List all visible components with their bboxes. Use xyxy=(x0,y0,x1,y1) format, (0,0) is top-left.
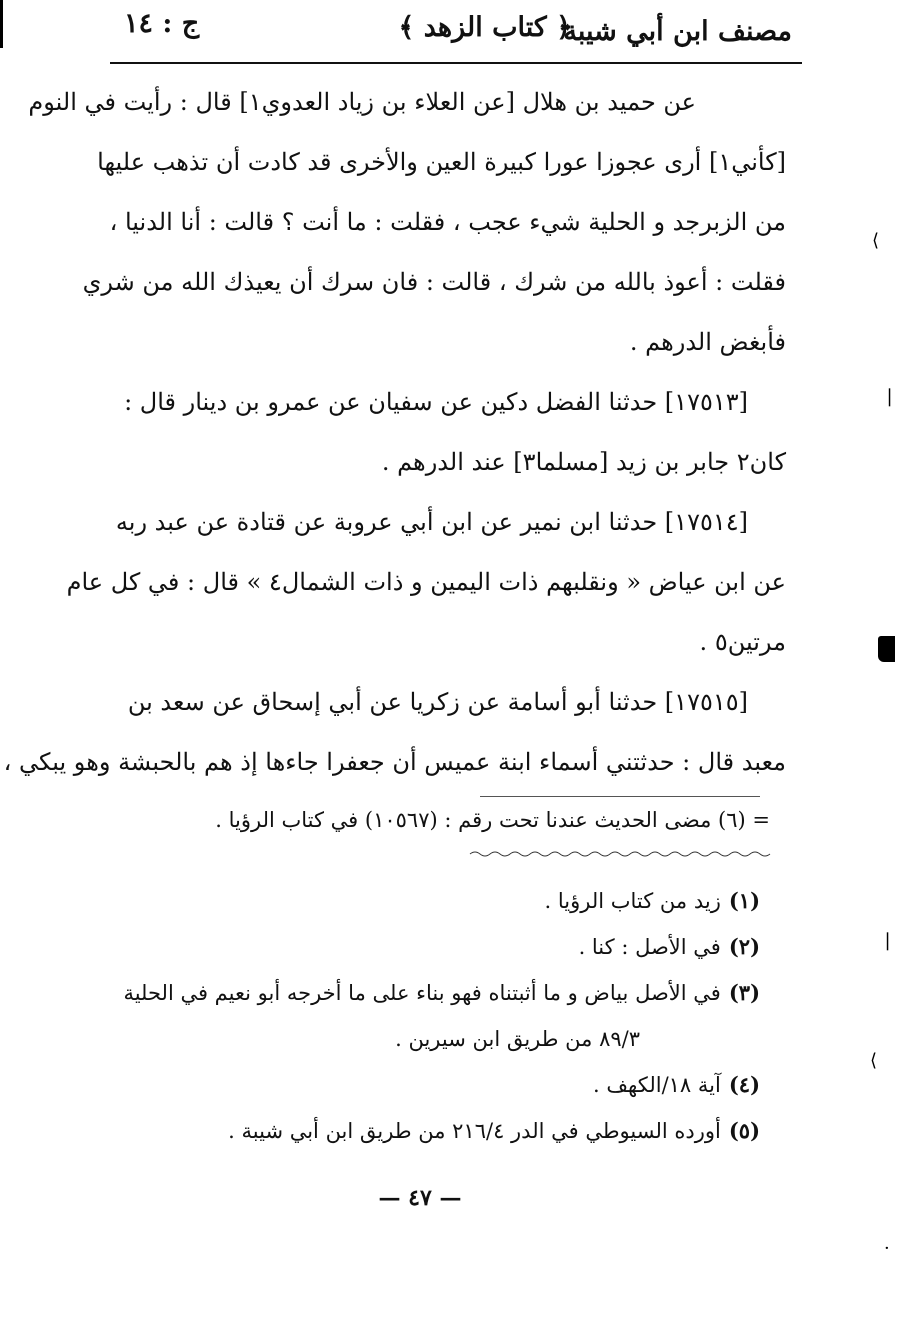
text-line: عن حميد بن هلال [عن العلاء بن زياد العدوي١] قال : رأيت في النوم xyxy=(28,88,696,116)
header-rule xyxy=(110,62,802,64)
footnotes xyxy=(88,878,760,1154)
footnote-1 xyxy=(88,878,760,924)
scan-edge-mark xyxy=(0,0,3,48)
footnote-5 xyxy=(88,1108,760,1154)
footnote-text: أورده السيوطي في الدر ٢١٦/٤ من طريق ابن أبي شيبة . xyxy=(228,1119,721,1143)
footnote-number: (٣) xyxy=(728,980,760,1005)
footnote-2 xyxy=(88,924,760,970)
footnote-number: (٢) xyxy=(728,934,760,959)
volume-number: ج : ١٤ xyxy=(124,8,200,39)
footnote-number: (٥) xyxy=(728,1118,760,1143)
text-line: عن ابن عياض « ونقلبهم ذات اليمين و ذات الشمال٤ » قال : في كل عام xyxy=(66,568,786,596)
hadith-17515: [١٧٥١٥] حدثنا أبو أسامة عن زكريا عن أبي إسحاق عن سعد بن xyxy=(127,688,748,716)
text-line: كان٢ جابر بن زيد [مسلما٣] عند الدرهم . xyxy=(381,448,786,476)
page-number: — ٤٧ — xyxy=(378,1185,462,1211)
text-line: مرتين٥ . xyxy=(699,628,786,656)
book-title: مصنف ابن أبي شيبة xyxy=(563,16,792,47)
footnote-text: في الأصل بياض و ما أثبتناه فهو بناء على ما أخرجه أبو نعيم في الحلية xyxy=(123,981,721,1005)
footnote-text: زيد من كتاب الرؤيا . xyxy=(544,889,721,913)
wavy-divider xyxy=(470,850,770,858)
scan-blot xyxy=(878,636,895,662)
carryover-footnote: = (٦) مضى الحديث عندنا تحت رقم : (١٠٥٦٧) في كتاب الرؤيا . xyxy=(215,808,770,832)
text-line: [كأني١] أرى عجوزا عورا كبيرة العين والأخرى قد كادت أن تذهب عليها xyxy=(97,148,786,176)
page-header xyxy=(110,6,792,62)
margin-mark: ⟨ xyxy=(872,230,880,251)
text-line: معبد قال : حدثتني أسماء ابنة عميس أن جعفرا جاءها إذ هم بالحبشة وهو يبكي ، xyxy=(3,748,786,776)
margin-mark: ❘ xyxy=(880,930,896,951)
footnote-text: آية ١٨/الكهف . xyxy=(592,1073,721,1097)
footnote-3-continuation xyxy=(88,1016,760,1062)
chapter-title: ﴿ كتاب الزهد ﴾ xyxy=(398,12,572,43)
margin-mark: · xyxy=(884,1238,890,1259)
footnote-number: (٤) xyxy=(728,1072,760,1097)
main-text xyxy=(3,72,786,792)
footnote-3 xyxy=(88,970,760,1016)
text-line: فأبغض الدرهم . xyxy=(629,328,786,356)
footnote-separator xyxy=(480,796,760,797)
text-line: فقلت : أعوذ بالله من شرك ، قالت : فان سرك أن يعيذك الله من شري xyxy=(82,268,786,296)
footnote-number: (١) xyxy=(728,888,760,913)
margin-mark: ⟨ xyxy=(870,1050,878,1071)
footnote-text: ٨٩/٣ من طريق ابن سيرين . xyxy=(395,1027,640,1051)
hadith-17513: [١٧٥١٣] حدثنا الفضل دكين عن سفيان عن عمرو بن دينار قال : xyxy=(124,388,748,416)
hadith-17514: [١٧٥١٤] حدثنا ابن نمير عن ابن أبي عروبة عن قتادة عن عبد ربه xyxy=(115,508,748,536)
footnote-4 xyxy=(88,1062,760,1108)
margin-mark: ❘ xyxy=(882,386,897,407)
footnote-text: في الأصل : كنا . xyxy=(578,935,721,959)
text-line: من الزبرجد و الحلية شيء عجب ، فقلت : ما أنت ؟ قالت : أنا الدنيا ، xyxy=(109,208,786,236)
